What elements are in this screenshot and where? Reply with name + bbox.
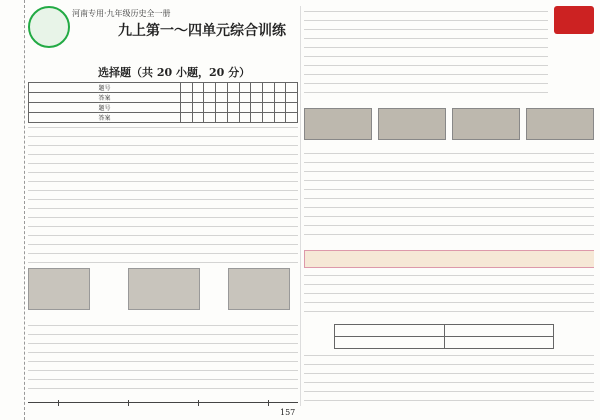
grid-row-label: 题号: [29, 103, 181, 113]
figure-image: [228, 268, 290, 310]
figure-image: [304, 108, 372, 140]
page-number: 157: [280, 408, 296, 417]
binding-margin: [0, 0, 25, 420]
questions-block-a: [28, 124, 298, 268]
figure-image: [526, 108, 594, 140]
timeline-figure: [28, 402, 298, 406]
source-table: [334, 324, 554, 349]
questions-block-c: [304, 8, 548, 98]
grid-row-label: 答案: [29, 93, 181, 103]
publisher-logo: [28, 6, 70, 48]
doc-title: 九上第一～四单元综合训练: [118, 23, 286, 39]
promo-banner: [28, 52, 298, 60]
column-divider: [300, 6, 301, 406]
left-column: [28, 6, 298, 406]
figure-row: [28, 268, 298, 314]
grid-row-label: 答案: [29, 113, 181, 123]
questions-block-d: [304, 150, 594, 240]
grid-row-label: 题号: [29, 83, 181, 93]
questions-block-b: [28, 322, 298, 394]
right-column: [304, 6, 594, 406]
figure-image: [28, 268, 90, 310]
brand-badge: [554, 6, 594, 34]
answer-grid: [28, 82, 298, 123]
answer-tip-box: [304, 250, 594, 268]
questions-block-f: [304, 352, 594, 406]
questions-block-e: [304, 272, 594, 317]
doc-subtitle: 河南专用·九年级历史全一册: [72, 9, 171, 18]
section-title: 选择题（共 20 小题，20 分）: [98, 66, 251, 79]
figure-image: [378, 108, 446, 140]
figure-image: [452, 108, 520, 140]
figure-image: [128, 268, 200, 310]
figure-row: [304, 108, 594, 142]
